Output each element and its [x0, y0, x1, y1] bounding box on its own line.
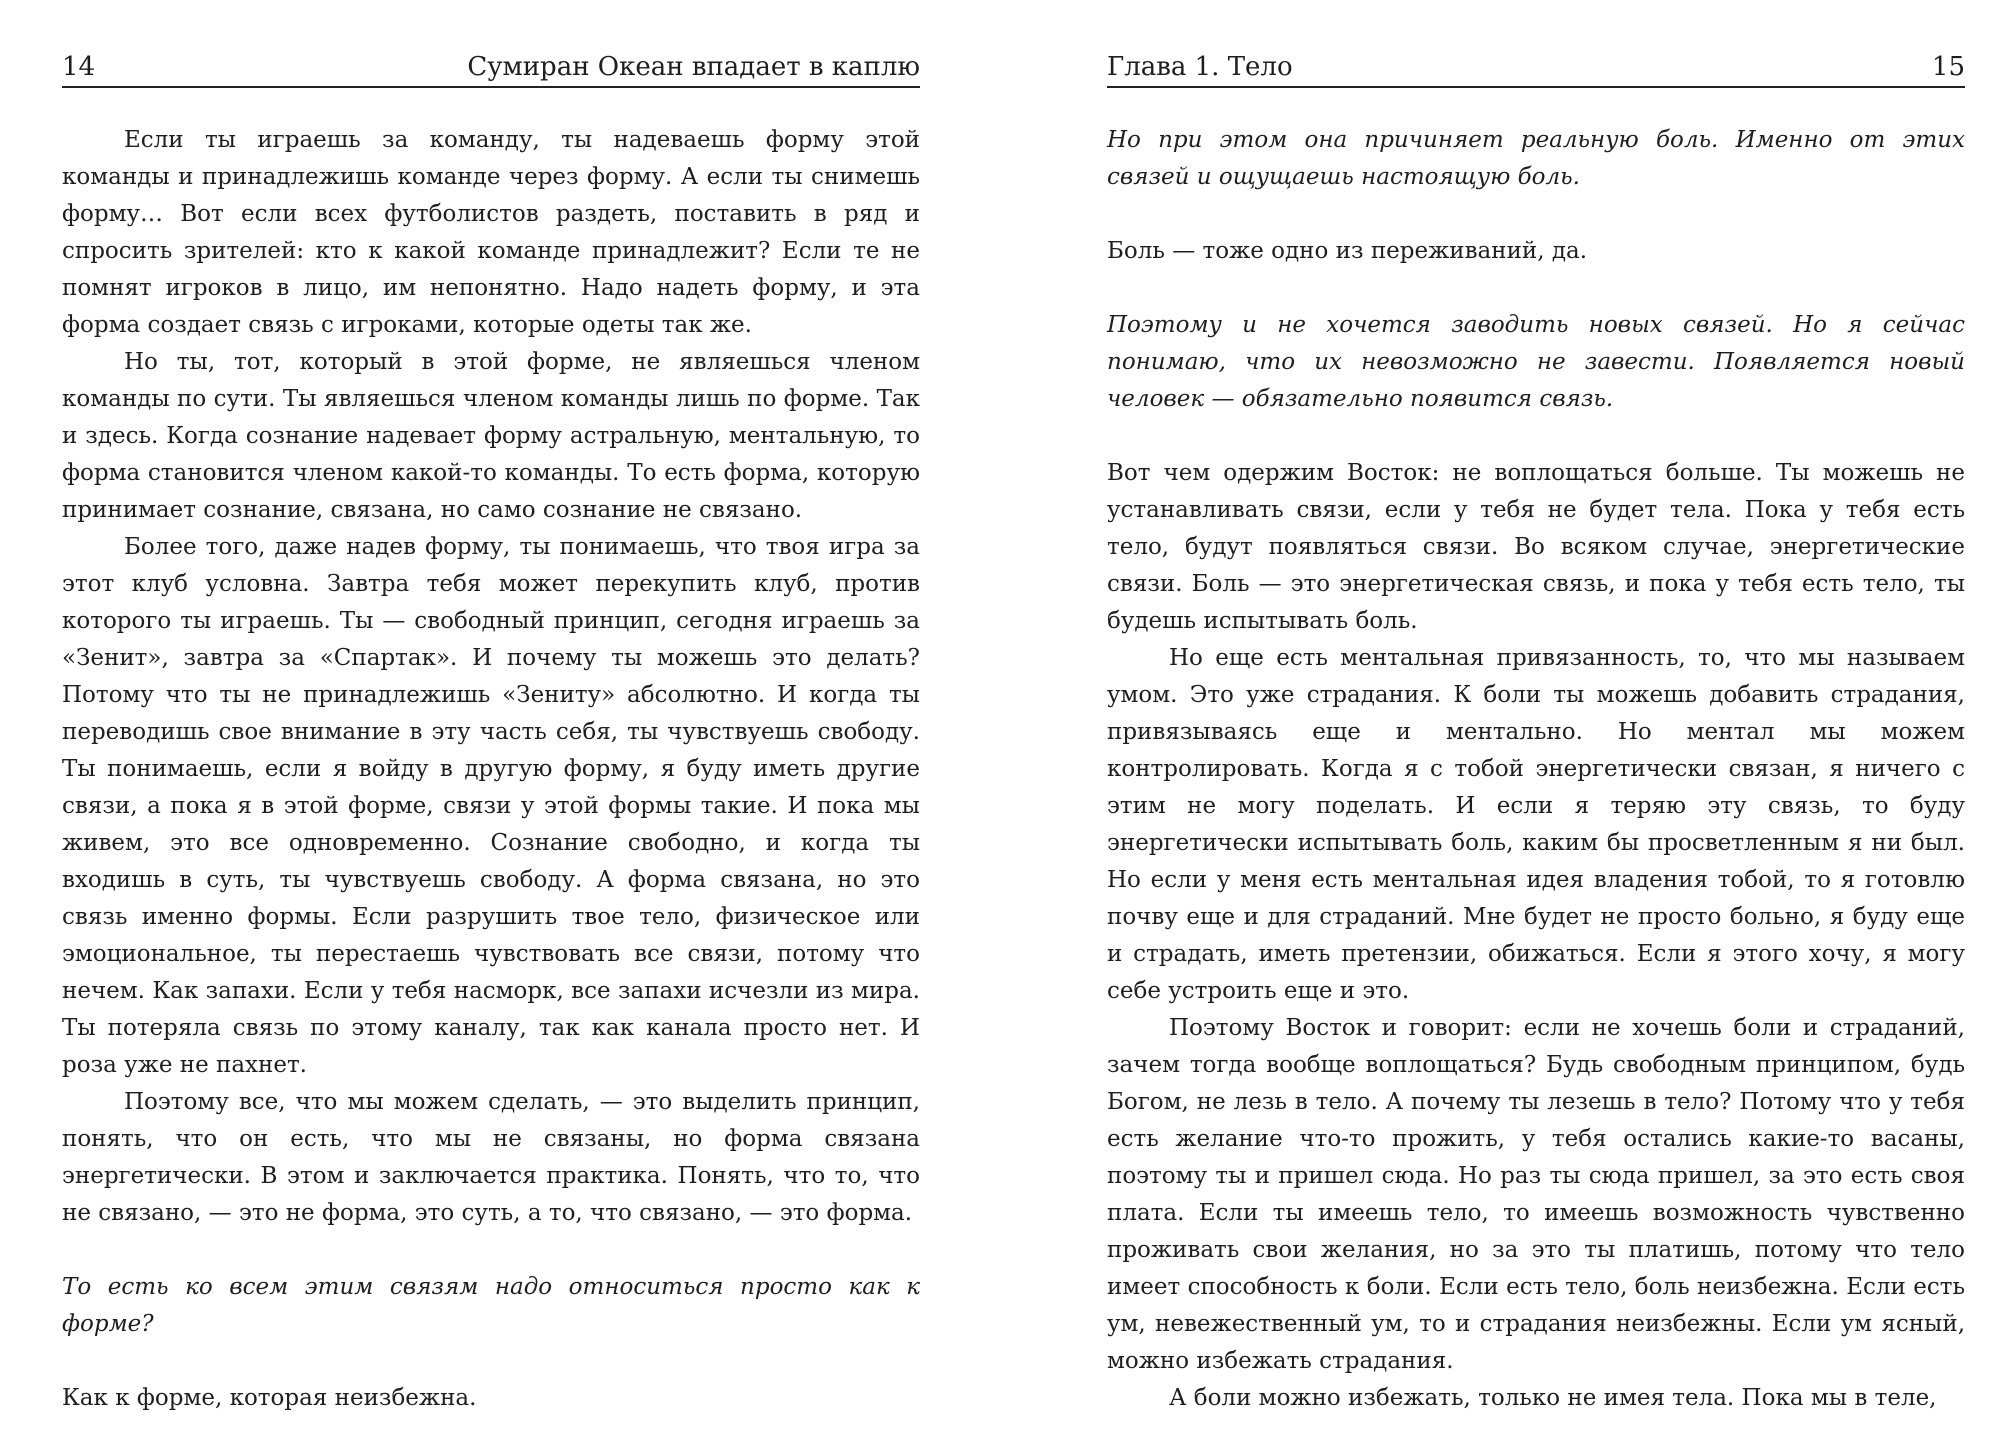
question-paragraph: Но при этом она причиняет реальную боль. Именно от этих связей и ощущаешь настоящую боль. [1107, 127, 1965, 190]
paragraph: А боли можно избежать, только не имея тела. Пока мы в теле, [1169, 1385, 1937, 1411]
question-paragraph: То есть ко всем этим связям надо относиться просто как к форме? [62, 1274, 920, 1337]
paragraph: Но еще есть ментальная привязанность, то, что мы называем умом. Это уже страдания. К боли ты можешь добавить страдания, привязываясь еще и ментально. Но ментал мы можем контролировать. Когда я с тобой энергетически связан, я ничего с этим не могу поделать. И если я теряю эту связь, то буду энергетически испытывать боль, каким бы просветленным я ни был. Но если у меня есть ментальная идея владения тобой, то я готовлю почву еще и для страданий. Мне будет не просто больно, я буду еще и страдать, иметь претензии, обижаться. Если я этого хочу, я могу себе устроить еще и это. [1107, 645, 1965, 1004]
answer-paragraph: Боль — тоже одно из переживаний, да. [1107, 238, 1588, 264]
paragraph: Поэтому все, что мы можем сделать, — это выделить принцип, понять, что он есть, что мы не связаны, но форма связана энергетически. В этом и заключается практика. Понять, что то, что не связано, — это не форма, это суть, а то, что связано, — это форма. [62, 1089, 920, 1226]
left-running-head [62, 52, 920, 88]
answer-paragraph: Вот чем одержим Восток: не воплощаться больше. Ты можешь не устанавливать связи, если у тебя не будет тела. Пока у тебя есть тело, будут появляться связи. Во всяком случае, энергетические связи. Боль — это энергетическая связь, и пока у тебя есть тело, ты будешь испытывать боль. [1107, 460, 1965, 634]
right-page-body [1107, 122, 1965, 1417]
paragraph: Если ты играешь за команду, ты надеваешь форму этой команды и принадлежишь команде через форму. А если ты снимешь форму… Вот если всех футболистов раздеть, поставить в ряд и спросить зрителей: кто к какой команде принадлежит? Если те не помнят игроков в лицо, им непонятно. Надо надеть форму, и эта форма создает связь с игроками, которые одеты так же. [62, 127, 920, 338]
paragraph: Но ты, тот, который в этой форме, не являешься членом команды по сути. Ты являешься членом команды лишь по форме. Так и здесь. Когда сознание надевает форму астральную, ментальную, то форма становится членом какой-то команды. То есть форма, которую принимает сознание, связана, но само сознание не связано. [62, 349, 920, 523]
paragraph: Поэтому Восток и говорит: если не хочешь боли и страданий, зачем тогда вообще воплощаться? Будь свободным принципом, будь Богом, не лезь в тело. А почему ты лезешь в тело? Потому что у тебя есть желание что-то прожить, у тебя остались какие-то васаны, поэтому ты и пришел сюда. Но раз ты сюда пришел, за это есть своя плата. Если ты имеешь тело, то имеешь возможность чувственно проживать свои желания, но за это ты платишь, потому что тело имеет способность к боли. Если есть тело, боль неизбежна. Если есть ум, невежественный ум, то и страдания неизбежны. Если ум ясный, можно избежать страдания. [1107, 1015, 1965, 1374]
right-running-title: Глава 1. Тело [1107, 52, 1293, 82]
left-running-title: Сумиран Океан впадает в каплю [467, 52, 920, 82]
left-page [62, 0, 920, 1450]
right-page-number: 15 [1931, 52, 1965, 82]
left-page-number: 14 [62, 52, 96, 82]
left-page-body [62, 122, 920, 1417]
answer-paragraph: Как к форме, которая неизбежна. [62, 1385, 477, 1411]
right-page [1107, 0, 1965, 1450]
right-running-head [1107, 52, 1965, 88]
question-paragraph: Поэтому и не хочется заводить новых связей. Но я сейчас понимаю, что их невозможно не завести. Появляется новый человек — обязательно появится связь. [1107, 312, 1965, 412]
paragraph: Более того, даже надев форму, ты понимаешь, что твоя игра за этот клуб условна. Завтра тебя может перекупить клуб, против которого ты играешь. Ты — свободный принцип, сегодня играешь за «Зенит», завтра за «Спартак». И почему ты можешь это делать? Потому что ты не принадлежишь «Зениту» абсолютно. И когда ты переводишь свое внимание в эту часть себя, ты чувствуешь свободу. Ты понимаешь, если я войду в другую форму, я буду иметь другие связи, а пока я в этой форме, связи у этой формы такие. И пока мы живем, это все одновременно. Сознание свободно, и когда ты входишь в суть, ты чувствуешь свободу. А форма связана, но это связь именно формы. Если разрушить твое тело, физическое или эмоциональное, ты перестаешь чувствовать все связи, потому что нечем. Как запахи. Если у тебя насморк, все запахи исчезли из мира. Ты потеряла связь по этому каналу, так как канала просто нет. И роза уже не пахнет. [62, 534, 920, 1078]
